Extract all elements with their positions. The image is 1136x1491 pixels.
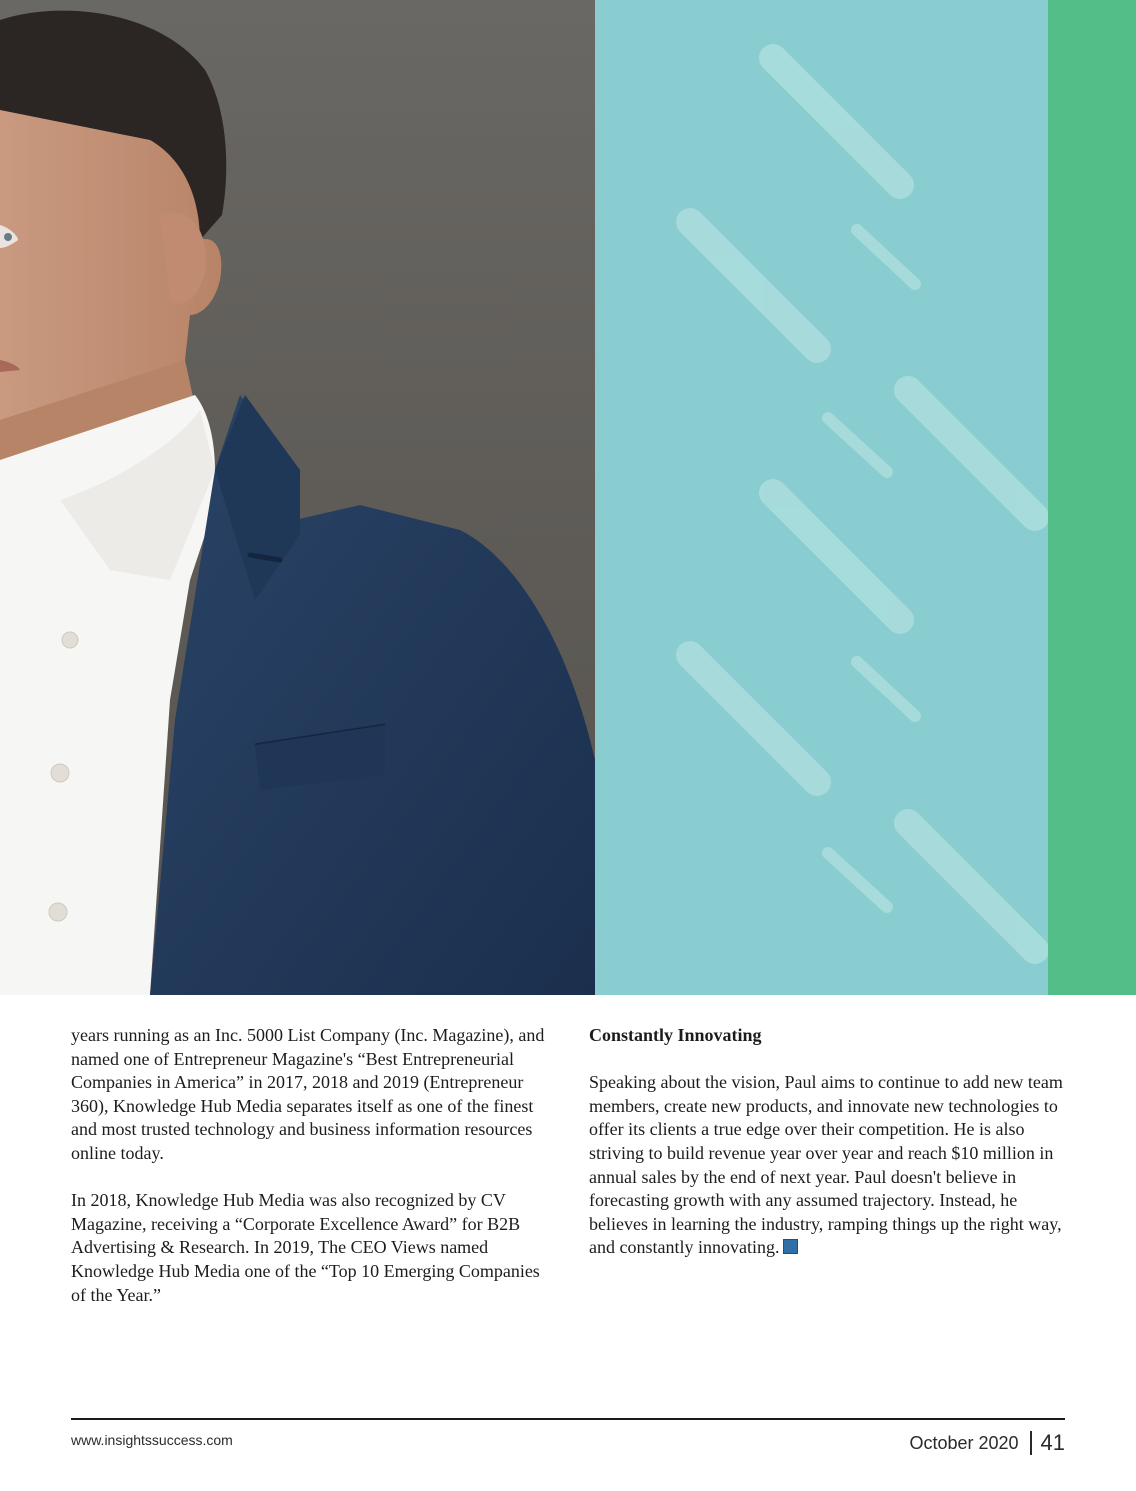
- decorative-green-strip: [1048, 0, 1136, 995]
- paragraph-vision: [589, 1071, 1067, 1260]
- section-heading: Constantly Innovating: [589, 1025, 762, 1045]
- footer-website-url: www.insightssuccess.com: [71, 1432, 233, 1448]
- decorative-teal-panel: [595, 0, 1048, 995]
- paragraph-awards-intro: years running as an Inc. 5000 List Company (Inc. Magazine), and named one of Entrepreneur Magazine's “Best Entrepreneurial Companies in America” in 2017, 2018 and 2019 (Entrepreneur 360), Knowledge Hub Media separates itself as one of the finest and most trusted technology and business information resources online today.: [71, 1025, 545, 1163]
- article-right-column: [589, 1024, 1067, 1260]
- issue-date: October 2020: [909, 1432, 1019, 1453]
- article-left-column: [71, 1024, 551, 1307]
- paragraph-vision-text: Speaking about the vision, Paul aims to continue to add new team members, create new products, and innovate new technologies to offer its clients a true edge over their competition. He is also striving to build revenue year over year and reach $10 million in annual sales by the end of next year. Paul doesn't believe in forecasting growth with any assumed trajectory. Instead, he believes in learning the industry, ramping things up the right way, and constantly innovating.: [589, 1072, 1063, 1258]
- footer-issue-info: [909, 1430, 1065, 1456]
- portrait-illustration: [0, 0, 595, 995]
- decorative-diagonal-stripes: [595, 0, 1048, 995]
- paragraph-recognition: In 2018, Knowledge Hub Media was also recognized by CV Magazine, receiving a “Corporate Excellence Award” for B2B Advertising & Research. In 2019, The CEO Views named Knowledge Hub Media one of the “Top 10 Emerging Companies of the Year.”: [71, 1190, 540, 1305]
- page-number: 41: [1040, 1430, 1065, 1455]
- footer-separator: [1030, 1431, 1032, 1455]
- footer-divider: [71, 1418, 1065, 1420]
- article-end-icon: [783, 1239, 798, 1254]
- portrait-photo: [0, 0, 595, 995]
